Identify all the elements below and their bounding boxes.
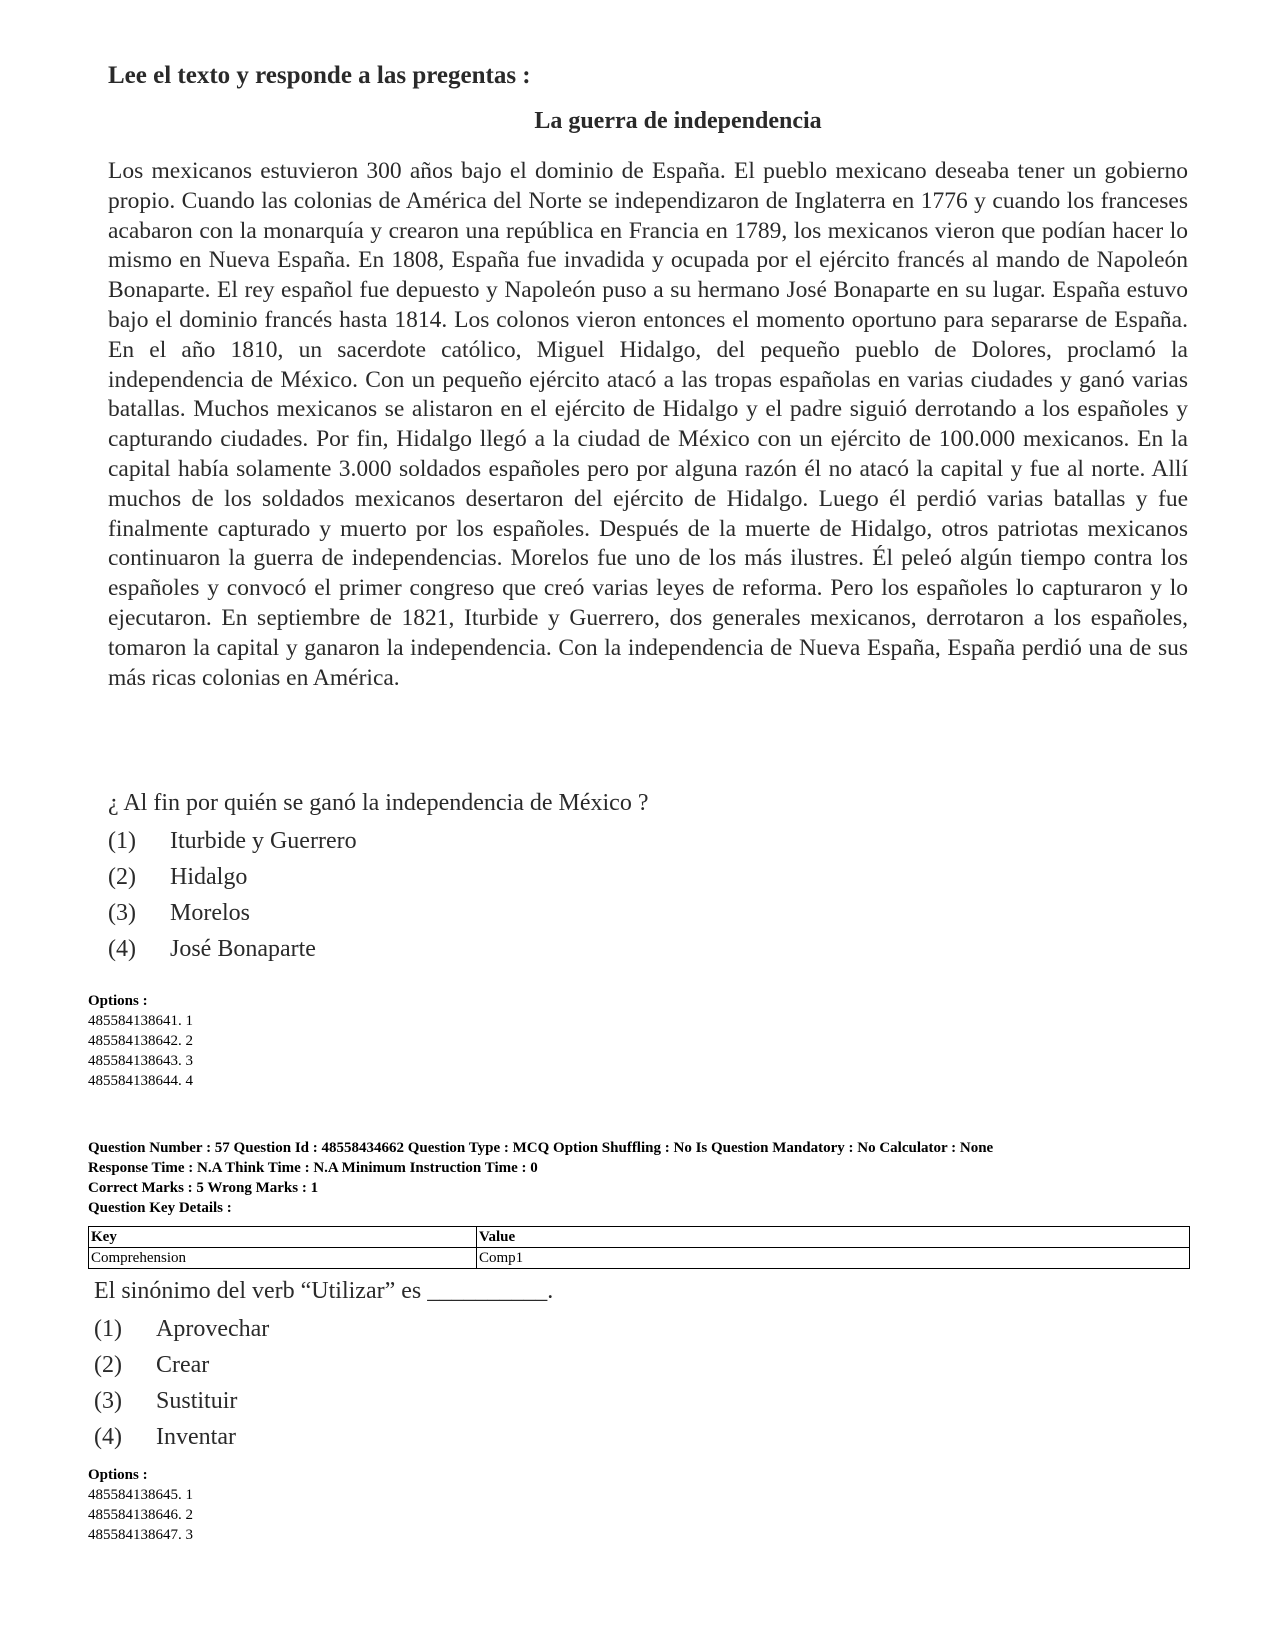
table-header-key: Key: [89, 1227, 477, 1248]
options-label: Options :: [88, 1467, 148, 1483]
choice-number: (3): [108, 899, 136, 926]
choice-3: [94, 1383, 1094, 1419]
question-meta-line: Correct Marks : 5 Wrong Marks : 1: [88, 1180, 319, 1196]
question-meta-line: Response Time : N.A Think Time : N.A Minimum Instruction Time : 0: [88, 1160, 538, 1176]
question-56: [108, 790, 1108, 967]
choice-text: Aprovechar: [156, 1315, 270, 1342]
choice-text: Iturbide y Guerrero: [170, 827, 357, 854]
option-id: 485584138643. 3: [88, 1053, 193, 1069]
choice-1: [94, 1311, 1094, 1347]
choice-text: Hidalgo: [170, 863, 248, 890]
choice-2: [94, 1347, 1094, 1383]
option-id: 485584138646. 2: [88, 1507, 193, 1523]
choice-text: Sustituir: [156, 1387, 238, 1414]
choice-number: (1): [108, 827, 136, 854]
choice-2: [108, 859, 1108, 895]
comprehension-passage: [108, 62, 1188, 693]
table-cell-value: Comp1: [477, 1248, 1190, 1269]
option-id: 485584138642. 2: [88, 1033, 193, 1049]
choice-number: (1): [94, 1315, 122, 1342]
option-id: 485584138647. 3: [88, 1527, 193, 1543]
choice-number: (4): [94, 1423, 122, 1450]
choice-3: [108, 895, 1108, 931]
choice-number: (2): [94, 1351, 122, 1378]
table-header-value: Value: [477, 1227, 1190, 1248]
table-row: [89, 1248, 1190, 1269]
choice-number: (3): [94, 1387, 122, 1414]
option-id: 485584138645. 1: [88, 1487, 193, 1503]
question-stem: El sinónimo del verb “Utilizar” es __________.: [94, 1278, 554, 1304]
choice-number: (2): [108, 863, 136, 890]
options-label: Options :: [88, 993, 148, 1009]
passage-body: Los mexicanos estuvieron 300 años bajo el dominio de España. El pueblo mexicano deseaba tener un gobierno propio. Cuando las colonias de América del Norte se independizaron de Inglaterra en 1776 y cuando los franceses acabaron con la monarquía y crearon una república en Francia en 1789, los mexicanos vieron que podían hacer lo mismo en Nueva España. En 1808, España fue invadida y ocupada por el ejército francés al mando de Napoleón Bonaparte. El rey español fue depuesto y Napoleón puso a su hermano José Bonaparte en su lugar. España estuvo bajo el dominio francés hasta 1814. Los colonos vieron entonces el momento oportuno para separarse de España. En el año 1810, un sacerdote católico, Miguel Hidalgo, del pequeño pueblo de Dolores, proclamó la independencia de México. Con un pequeño ejército atacó a las tropas españolas en varias ciudades y ganó varias batallas. Muchos mexicanos se alistaron en el ejército de Hidalgo y el padre siguió derrotando a los españoles y capturando ciudades. Por fin, Hidalgo llegó a la ciudad de México con un ejército de 100.000 mexicanos. En la capital había solamente 3.000 soldados españoles pero por alguna razón él no atacó la capital y fue al norte. Allí muchos de los soldados mexicanos desertaron del ejército de Hidalgo. Luego él perdió varias batallas y fue finalmente capturado y muerto por los españoles. Después de la muerte de Hidalgo, otros patriotas mexicanos continuaron la guerra de independencias. Morelos fue uno de los más ilustres. Él peleó algún tiempo contra los españoles y convocó el primer congreso que creó varias leyes de reforma. Pero los españoles lo capturaron y lo ejecutaron. En septiembre de 1821, Iturbide y Guerrero, dos generales mexicanos, derrotaron a los españoles, tomaron la capital y ganaron la independencia. Con la independencia de Nueva España, España perdió una de sus más ricas colonias en América.: [108, 158, 1188, 691]
option-id: 485584138644. 4: [88, 1073, 193, 1089]
choice-text: Inventar: [156, 1423, 236, 1450]
question-stem: ¿ Al fin por quién se ganó la independencia de México ?: [108, 790, 649, 816]
table-cell-key: Comprehension: [89, 1248, 477, 1269]
table-header-row: [89, 1227, 1190, 1248]
choice-text: Morelos: [170, 899, 250, 926]
options-list-56: [88, 991, 193, 1091]
option-id: 485584138641. 1: [88, 1013, 193, 1029]
question-57-meta: [88, 1138, 1208, 1218]
question-meta-line: Question Number : 57 Question Id : 48558434662 Question Type : MCQ Option Shuffling : No Is Question Mandatory : No Calculator : None: [88, 1140, 994, 1156]
choice-text: José Bonaparte: [170, 935, 316, 962]
passage-title: La guerra de independencia: [534, 108, 822, 134]
options-list-57: [88, 1465, 193, 1545]
choice-text: Crear: [156, 1351, 210, 1378]
question-meta-line: Question Key Details :: [88, 1200, 232, 1216]
choice-1: [108, 823, 1108, 859]
choice-4: [108, 931, 1108, 967]
choice-number: (4): [108, 935, 136, 962]
question-key-table: [88, 1226, 1190, 1269]
passage-instruction: Lee el texto y responde a las pregentas :: [108, 62, 531, 89]
question-57: [94, 1278, 1094, 1455]
choice-4: [94, 1419, 1094, 1455]
